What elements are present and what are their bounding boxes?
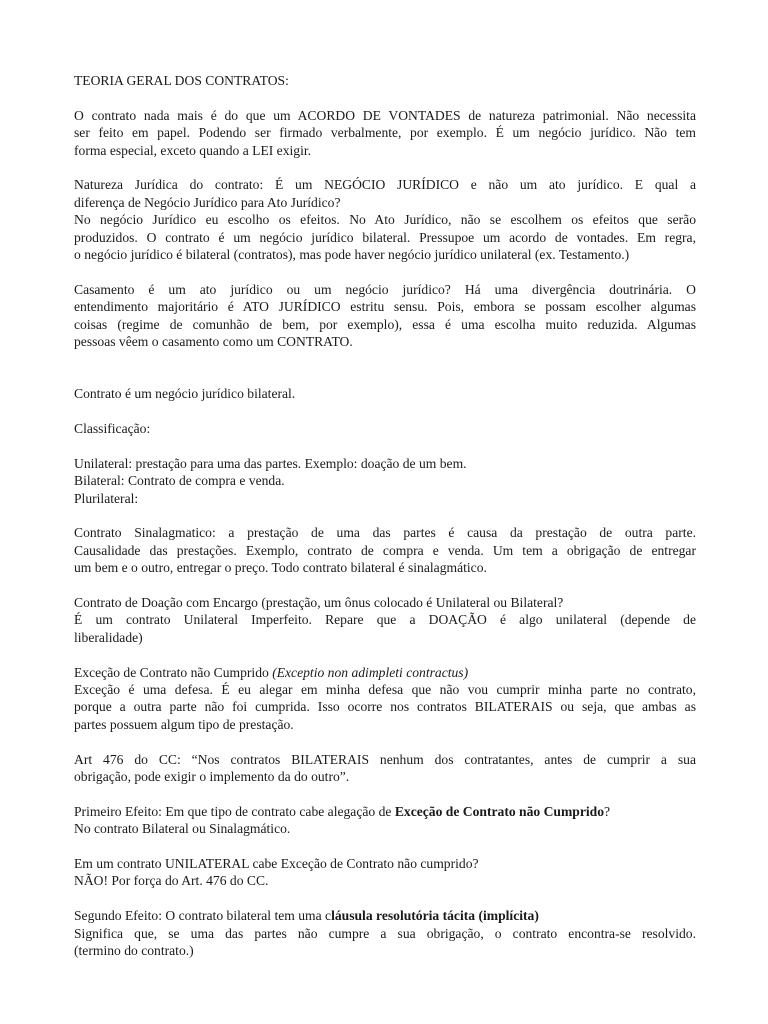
document-title: TEORIA GERAL DOS CONTRATOS:	[74, 73, 289, 88]
paragraph-second-effect: Segundo Efeito: O contrato bilateral tem uma cláusula resolutória tácita (implícita) Significa que, se uma das partes não cumpre a sua obrigação, o contrato encontra-se resolvido. (termino do contrato.)	[74, 908, 696, 959]
paragraph-bilateral-statement: Contrato é um negócio jurídico bilateral.	[74, 386, 296, 402]
paragraph-marriage: Casamento é um ato jurídico ou um negócio jurídico? Há uma divergência doutrinária. O entendimento majoritário é ATO JURÍDICO estritu sensu. Pois, embora se possam escolher algumas coisas (regime de comunhão de bem, por exemplo), essa é uma escolha muito reduzida. Algumas pessoas vêem o casamento como um CONTRATO.	[74, 281, 696, 350]
blank-line	[74, 368, 696, 385]
paragraph-legal-nature: Natureza Jurídica do contrato: É um NEGÓCIO JURÍDICO e não um ato jurídico. E qual a diferença de Negócio Jurídico para Ato Jurídico? No negócio Jurídico eu escolho os efeitos. No Ato Jurídico, não se escolhem os efeitos que serão produzidos. O contrato é um negócio jurídico bilateral. Pressupoe um acordo de vontades. Em regra, o negócio jurídico é bilateral (contratos), mas pode haver negócio jurídico unilateral (ex. Testamento.)	[74, 177, 696, 263]
document-page	[74, 72, 696, 977]
paragraph-first-effect: Primeiro Efeito: Em que tipo de contrato cabe alegação de Exceção de Contrato não Cumprido? No contrato Bilateral ou Sinalagmático.	[74, 803, 611, 837]
paragraph-donation: Contrato de Doação com Encargo (prestação, um ônus colocado é Unilateral ou Bilateral? É um contrato Unilateral Imperfeito. Repare que a DOAÇÃO é algo unilateral (depende de liberalidade)	[74, 595, 696, 645]
paragraph-art-476: Art 476 do CC: “Nos contratos BILATERAIS nenhum dos contratantes, antes de cumprir a sua obrigação, pode exigir o implemento da do outro”.	[74, 751, 696, 785]
paragraph-exceptio: Exceção de Contrato não Cumprido (Exceptio non adimpleti contractus) Exceção é uma defesa. É eu alegar em minha defesa que não vou cumprir minha parte no contrato, porque a outra parte não foi cumprida. Isso ocorre nos contratos BILATERAIS ou seja, que ambas as partes possuem algum tipo de prestação.	[74, 664, 696, 732]
paragraph-classification-list: Unilateral: prestação para uma das partes. Exemplo: doação de um bem. Bilateral: Contrato de compra e venda. Plurilateral:	[74, 455, 467, 506]
paragraph-classification-heading: Classificação:	[74, 421, 151, 437]
exceptio-heading: Exceção de Contrato não Cumprido (Exceptio non adimpleti contractus)	[74, 664, 469, 680]
paragraph-contract-definition: O contrato nada mais é do que um ACORDO DE VONTADES de natureza patrimonial. Não necessita ser feito em papel. Podendo ser firmado verbalmente, por exemplo. É um negócio jurídico. Não tem forma especial, exceto quando a LEI exigir.	[74, 107, 696, 158]
paragraph-sinalagmatic: Contrato Sinalagmatico: a prestação de uma das partes é causa da prestação de outra parte. Causalidade das prestações. Exemplo, contrato de compra e venda. Um tem a obrigação de entregar um bem e o outro, entregar o preço. Todo contrato bilateral é sinalagmático.	[74, 525, 696, 576]
paragraph-unilateral-question: Em um contrato UNILATERAL cabe Exceção de Contrato não cumprido? NÃO! Por força do Art. 476 do CC.	[74, 856, 479, 889]
